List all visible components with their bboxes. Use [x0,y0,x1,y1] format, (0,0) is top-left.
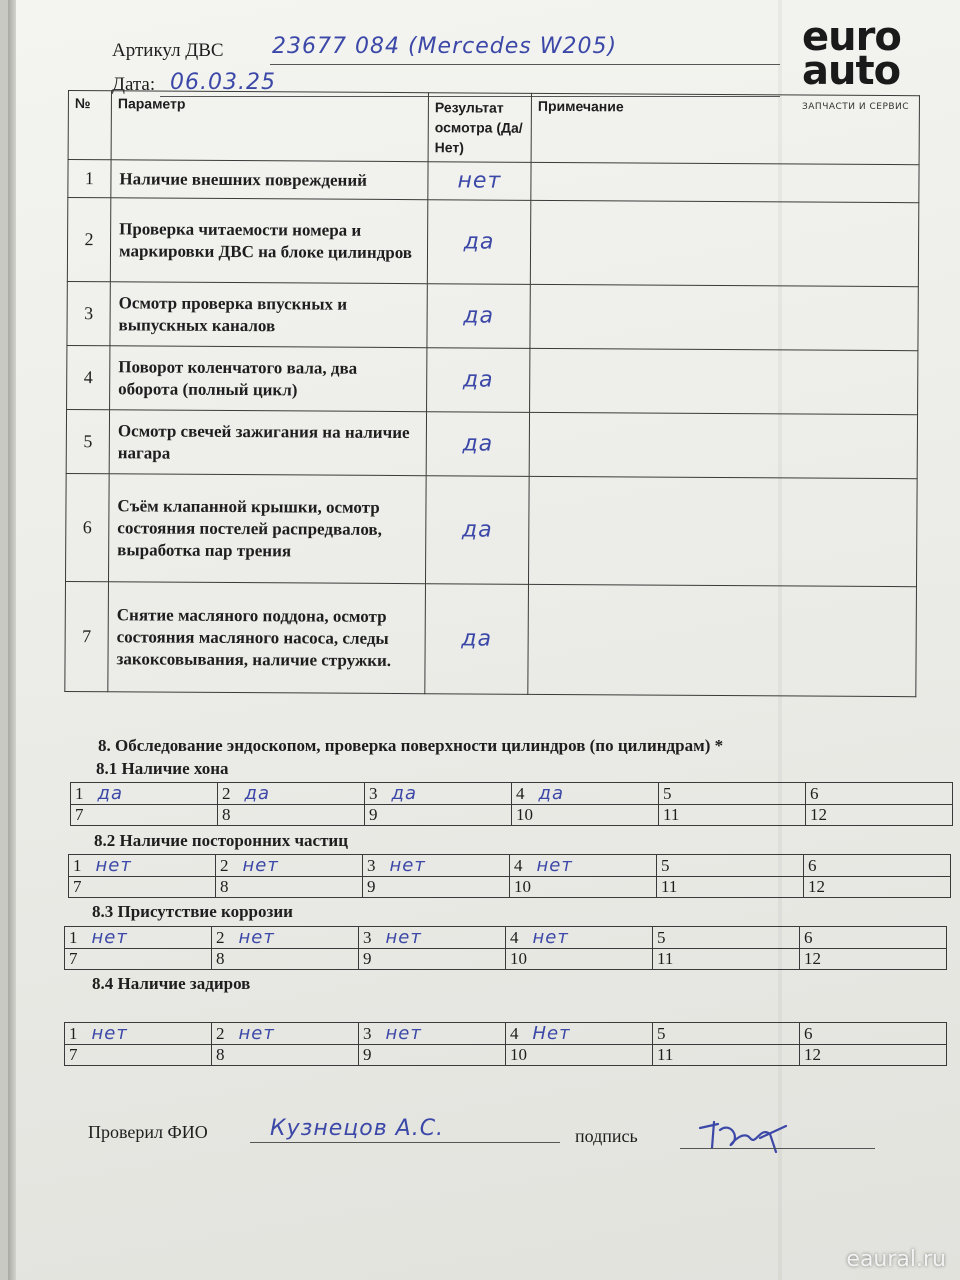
cylinder-number: 12 [804,1045,821,1064]
endoscope-section-title: 8. Обследование эндоскопом, проверка поверхности цилиндров (по цилиндрам) * [98,736,724,755]
cylinder-cell [71,805,218,826]
row-number: 3 [67,281,110,345]
cylinder-cell [212,949,359,970]
cylinder-cell [216,855,363,877]
cylinder-number: 10 [510,949,527,968]
cylinder-number: 3 [363,1024,372,1043]
cylinder-number: 1 [75,784,84,803]
cylinder-cell [212,1023,359,1045]
row-result: да [426,412,529,477]
cylinder-number: 10 [516,805,533,824]
logo-line-1: euro [802,14,901,60]
cylinder-cell [657,855,804,877]
cylinder-number: 2 [220,856,229,875]
cylinder-row [69,877,951,898]
row-parameter: Осмотр свечей зажигания на наличие нагара [109,410,426,476]
cylinder-row [65,927,947,949]
cylinder-number: 6 [808,856,817,875]
row-result: да [425,584,529,695]
cylinder-value: нет [91,1023,128,1044]
cylinder-number: 6 [810,784,819,803]
subsection-title: 8.1 Наличие хона [96,759,229,778]
cylinder-value: нет [385,927,422,948]
subsection-title: 8.3 Присутствие коррозии [92,902,293,921]
paper-edge [8,0,16,1280]
table-header-row [68,91,919,165]
logo-tagline: ЗАПЧАСТИ И СЕРВИС [802,102,910,112]
cylinder-cell [657,877,804,898]
cylinder-number: 5 [661,856,670,875]
cylinder-number: 1 [69,1024,78,1043]
cylinder-value: нет [238,1023,275,1044]
cylinder-number: 9 [367,877,376,896]
subsection-title: 8.2 Наличие посторонних частиц [94,831,349,850]
cylinder-cell [653,927,800,949]
table-row [66,409,917,478]
row-result: да [427,200,531,285]
cylinder-cell [65,949,212,970]
cylinder-cell [800,1023,947,1045]
cylinder-value: Нет [532,1023,571,1044]
cylinder-number: 2 [216,1024,225,1043]
watermark: eaural.ru [846,1247,946,1272]
table-row [67,345,918,414]
row-note [528,584,917,696]
row-result: нет [428,162,531,201]
row-number: 7 [65,581,109,691]
cylinder-cell [506,1045,653,1066]
header-number: № [68,91,111,160]
cylinder-row [71,805,953,826]
cylinder-number: 4 [510,928,519,947]
cylinder-cell [510,877,657,898]
row-number: 1 [68,160,111,198]
row-number: 5 [66,409,109,473]
cylinder-cell [659,783,806,805]
cylinder-cell [653,949,800,970]
cylinder-number: 8 [216,949,225,968]
row-note [530,200,919,286]
cylinder-cell [800,927,947,949]
row-parameter: Проверка читаемости номера и маркировки ДВС на блоке цилиндров [110,198,428,284]
row-result: да [427,284,530,349]
cylinder-number: 9 [363,949,372,968]
cylinder-number: 8 [222,805,231,824]
row-parameter: Съём клапанной крышки, осмотр состояния постелей распредвалов, выработка пар трения [108,474,426,584]
cylinder-cell [510,855,657,877]
row-note [530,284,918,350]
subsection-title: 8.4 Наличие задиров [92,974,251,993]
table-row [68,160,919,203]
cylinder-cell [800,1045,947,1066]
row-result: да [427,348,530,413]
cylinder-cell [216,877,363,898]
cylinder-cell [65,1045,212,1066]
cylinder-value: нет [532,927,569,948]
cylinder-number: 11 [663,805,680,824]
cylinder-value: нет [242,855,279,876]
header-parameter: Параметр [111,91,428,162]
cylinder-cell [804,877,951,898]
cylinder-value: нет [91,927,128,948]
cylinder-number: 10 [514,877,531,896]
cylinder-cell [512,783,659,805]
cylinder-number: 7 [73,877,82,896]
cylinder-number: 4 [516,784,525,803]
cylinder-number: 4 [510,1024,519,1043]
cylinder-cell [806,805,953,826]
cylinder-row [65,949,947,970]
row-note [531,162,919,202]
cylinder-cell [69,877,216,898]
cylinder-cell [359,927,506,949]
cylinder-cell [512,805,659,826]
cylinder-value: да [97,783,123,804]
checked-by-label: Проверил ФИО [88,1122,208,1142]
cylinder-cell [806,783,953,805]
cylinder-number: 4 [514,856,523,875]
cylinder-cell [71,783,218,805]
cylinder-number: 9 [363,1045,372,1064]
cylinder-number: 1 [73,856,82,875]
cylinder-cell [653,1023,800,1045]
table-row [65,581,917,696]
logo-line-2: auto [802,48,901,94]
signature-underline [680,1148,875,1149]
article-underline [270,64,780,65]
checked-by-name: Кузнецов А.С. [270,1116,445,1141]
table-row [67,281,918,350]
cylinder-cell [506,927,653,949]
cylinder-cell [659,805,806,826]
row-note [528,476,917,586]
article-label: Артикул ДВС [112,40,224,61]
cylinder-number: 12 [808,877,825,896]
cylinder-value: нет [238,927,275,948]
cylinder-number: 8 [216,1045,225,1064]
table-row [65,473,917,586]
cylinder-cell [218,783,365,805]
cylinder-value: да [391,783,417,804]
cylinder-number: 11 [657,1045,674,1064]
cylinder-grid-corrosion [64,926,947,970]
signature-scribble [690,1108,800,1164]
cylinder-number: 7 [69,949,78,968]
cylinder-cell [65,1023,212,1045]
cylinder-number: 10 [510,1045,527,1064]
cylinder-cell [506,1023,653,1045]
name-underline [250,1142,560,1143]
cylinder-grid-scoring [64,1022,947,1066]
cylinder-cell [359,949,506,970]
cylinder-value: нет [95,855,132,876]
cylinder-cell [359,1023,506,1045]
cylinder-grid-particles [68,854,951,898]
table-row [67,198,918,287]
cylinder-number: 11 [661,877,678,896]
cylinder-value: да [538,783,564,804]
cylinder-number: 9 [369,805,378,824]
cylinder-number: 12 [804,949,821,968]
cylinder-row [71,783,953,805]
date-value: 06.03.25 [170,70,276,95]
cylinder-value: нет [389,855,426,876]
cylinder-cell [365,805,512,826]
row-parameter: Осмотр проверка впускных и выпускных каналов [110,282,427,348]
cylinder-number: 3 [367,856,376,875]
signature-label: подпись [575,1126,638,1146]
cylinder-row [65,1045,947,1066]
row-number: 2 [67,198,111,282]
cylinder-number: 1 [69,928,78,947]
cylinder-number: 8 [220,877,229,896]
cylinder-number: 7 [69,1045,78,1064]
cylinder-row [65,1023,947,1045]
cylinder-number: 5 [663,784,672,803]
row-note [530,348,918,414]
cylinder-value: нет [385,1023,422,1044]
inspection-table [64,90,920,697]
cylinder-value: да [244,783,270,804]
row-result: да [425,476,529,585]
cylinder-number: 5 [657,928,666,947]
cylinder-cell [653,1045,800,1066]
cylinder-cell [69,855,216,877]
cylinder-number: 3 [369,784,378,803]
header-note: Примечание [531,93,919,164]
cylinder-cell [212,1045,359,1066]
row-number: 4 [67,345,110,409]
cylinder-number: 12 [810,805,827,824]
cylinder-number: 6 [804,1024,813,1043]
header-result: Результат осмотра (Да/Нет) [428,93,531,163]
cylinder-number: 2 [222,784,231,803]
cylinder-number: 5 [657,1024,666,1043]
cylinder-grid-hone [70,782,953,826]
cylinder-cell [365,783,512,805]
cylinder-cell [212,927,359,949]
cylinder-cell [363,877,510,898]
cylinder-number: 2 [216,928,225,947]
cylinder-cell [804,855,951,877]
row-number: 6 [65,473,109,581]
article-value: 23677 084 (Mercedes W205) [272,34,618,59]
row-note [529,412,917,478]
cylinder-cell [65,927,212,949]
cylinder-cell [218,805,365,826]
cylinder-number: 3 [363,928,372,947]
cylinder-cell [363,855,510,877]
cylinder-number: 7 [75,805,84,824]
row-parameter: Поворот коленчатого вала, два оборота (полный цикл) [110,346,427,412]
date-label: Дата: [112,74,156,95]
cylinder-value: нет [536,855,573,876]
cylinder-number: 11 [657,949,674,968]
row-parameter: Снятие масляного поддона, осмотр состояния масляного насоса, следы закоксовывания, наличие стружки. [108,582,426,694]
row-parameter: Наличие внешних повреждений [111,160,428,200]
cylinder-number: 6 [804,928,813,947]
cylinder-cell [506,949,653,970]
cylinder-row [69,855,951,877]
cylinder-cell [359,1045,506,1066]
cylinder-cell [800,949,947,970]
